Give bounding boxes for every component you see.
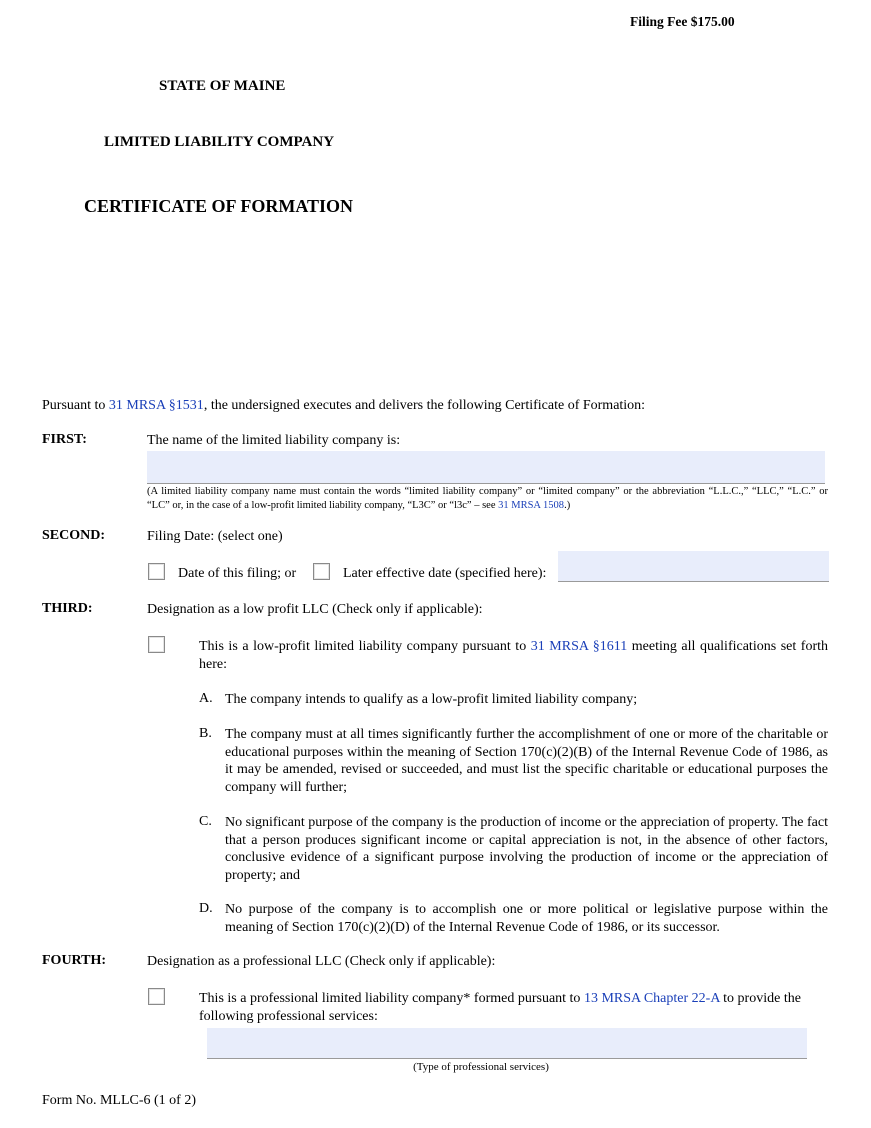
qualification-item: The company must at all times significantly further the accomplishment of one or more of the charitable or educational purposes within the meaning of Section 170(c)(2)(B) of the Internal Revenue Code of 1986, as it may be amended, revised or succeeded, and must list the specific charitable or educational purposes the company will further; bbox=[225, 727, 828, 795]
third-label: THIRD: bbox=[42, 601, 93, 616]
state-heading: STATE OF MAINE bbox=[159, 78, 286, 94]
second-label: SECOND: bbox=[42, 528, 106, 543]
item-letter: B. bbox=[199, 726, 212, 741]
statute-link-1611[interactable]: 31 MRSA §1611 bbox=[530, 639, 628, 654]
first-label: FIRST: bbox=[42, 432, 87, 447]
name-requirement-note: (A limited liability company name must contain the words “limited liability company” or “limited company” or the abbreviation “L.L.C.,” “LLC,” “L.C.” or “LC” or, in the case of a low-profit limited liability company, “L3C” or “l3c” – see 31 MRSA 1508.) bbox=[147, 486, 828, 511]
professional-services-field[interactable] bbox=[207, 1028, 807, 1059]
first-text: The name of the limited liability company is: bbox=[147, 433, 401, 448]
date-of-filing-label: Date of this filing; or bbox=[178, 566, 297, 581]
certificate-title: CERTIFICATE OF FORMATION bbox=[84, 196, 354, 216]
low-profit-statement: This is a low-profit limited liability company pursuant to 31 MRSA §1611 meeting all qualifications set forth here: bbox=[199, 639, 829, 672]
filing-fee: Filing Fee $175.00 bbox=[630, 14, 735, 29]
item-letter: A. bbox=[199, 691, 213, 706]
intro-text: Pursuant to 31 MRSA §1531, the undersigned executes and delivers the following Certificate of Formation: bbox=[42, 398, 646, 413]
company-type-heading: LIMITED LIABILITY COMPANY bbox=[104, 134, 335, 150]
statute-link-1531[interactable]: 31 MRSA §1531 bbox=[108, 398, 204, 413]
qualification-item: No significant purpose of the company is the production of income or the appreciation of property. The fact that a person produces significant income or capital appreciation is not, in the absence of other factors, conclusive evidence of a significant purpose involving the production of income or the appreciation of property; and bbox=[225, 815, 828, 883]
effective-date-field[interactable] bbox=[558, 551, 829, 582]
later-effective-date-checkbox[interactable] bbox=[313, 563, 330, 580]
form-number-footer: Form No. MLLC-6 (1 of 2) bbox=[42, 1093, 196, 1108]
low-profit-checkbox[interactable] bbox=[148, 636, 165, 653]
qualification-item: The company intends to qualify as a low-profit limited liability company; bbox=[225, 692, 638, 707]
fourth-text: Designation as a professional LLC (Check only if applicable): bbox=[147, 954, 496, 969]
item-letter: C. bbox=[199, 814, 212, 829]
statute-link-1508[interactable]: 31 MRSA 1508 bbox=[498, 500, 565, 511]
later-effective-date-label: Later effective date (specified here): bbox=[343, 566, 547, 581]
statute-link-chapter-22a[interactable]: 13 MRSA Chapter 22-A bbox=[583, 991, 720, 1006]
item-letter: D. bbox=[199, 901, 213, 916]
third-text: Designation as a low profit LLC (Check only if applicable): bbox=[147, 602, 483, 617]
fourth-label: FOURTH: bbox=[42, 953, 107, 968]
second-text: Filing Date: (select one) bbox=[147, 529, 283, 544]
qualification-item: No purpose of the company is to accomplish one or more political or legislative purpose within the meaning of Section 170(c)(2)(D) of the Internal Revenue Code of 1986, or its successor. bbox=[225, 902, 828, 935]
company-name-field[interactable] bbox=[147, 451, 825, 484]
professional-llc-checkbox[interactable] bbox=[148, 988, 165, 1005]
professional-llc-statement: This is a professional limited liability company* formed pursuant to 13 MRSA Chapter 22-A to provide the following professional services: bbox=[199, 991, 801, 1024]
professional-services-caption: (Type of professional services) bbox=[413, 1061, 549, 1073]
date-of-filing-checkbox[interactable] bbox=[148, 563, 165, 580]
